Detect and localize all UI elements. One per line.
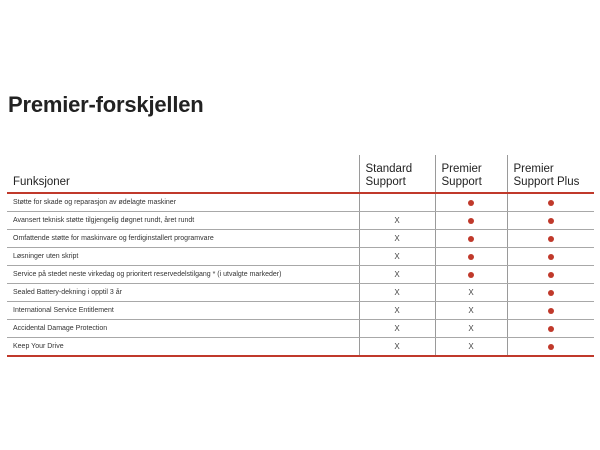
- x-mark: X: [394, 234, 400, 243]
- premier-support-plus-cell: [507, 284, 594, 302]
- premier-support-plus-cell: [507, 212, 594, 230]
- premier-support-plus-cell: [507, 320, 594, 338]
- premier-support-cell: [435, 248, 507, 266]
- included-dot-icon: [548, 308, 554, 314]
- comparison-table: [7, 155, 594, 357]
- table-row: [7, 320, 594, 338]
- feature-label: International Service Entitlement: [7, 302, 359, 320]
- table-row: [7, 338, 594, 357]
- table-row: [7, 302, 594, 320]
- included-dot-icon: [548, 218, 554, 224]
- included-dot-icon: [548, 272, 554, 278]
- table-row: [7, 248, 594, 266]
- x-mark: X: [394, 216, 400, 225]
- included-dot-icon: [548, 344, 554, 350]
- feature-label: Omfattende støtte for maskinvare og ferdiginstallert programvare: [7, 230, 359, 248]
- header-row: [7, 155, 594, 193]
- premier-support-cell: [435, 338, 507, 357]
- included-dot-icon: [468, 218, 474, 224]
- x-mark: X: [468, 306, 474, 315]
- table-row: [7, 284, 594, 302]
- table-row: [7, 230, 594, 248]
- included-dot-icon: [548, 200, 554, 206]
- feature-label: Løsninger uten skript: [7, 248, 359, 266]
- standard-support-cell: [359, 230, 435, 248]
- table-row: [7, 266, 594, 284]
- feature-label: Sealed Battery-dekning i opptil 3 år: [7, 284, 359, 302]
- premier-support-cell: [435, 212, 507, 230]
- premier-support-cell: [435, 230, 507, 248]
- feature-label: Service på stedet neste virkedag og prioritert reservedelstilgang * (i utvalgte markeder): [7, 266, 359, 284]
- standard-support-cell: [359, 284, 435, 302]
- x-mark: X: [394, 270, 400, 279]
- column-header-premier-support: Premier Support: [435, 155, 507, 193]
- premier-support-plus-cell: [507, 193, 594, 212]
- included-dot-icon: [548, 326, 554, 332]
- premier-support-cell: [435, 266, 507, 284]
- feature-label: Avansert teknisk støtte tilgjengelig døgnet rundt, året rundt: [7, 212, 359, 230]
- table-row: [7, 212, 594, 230]
- included-dot-icon: [468, 254, 474, 260]
- included-dot-icon: [468, 236, 474, 242]
- included-dot-icon: [548, 290, 554, 296]
- premier-support-plus-cell: [507, 248, 594, 266]
- feature-label: Accidental Damage Protection: [7, 320, 359, 338]
- x-mark: X: [468, 342, 474, 351]
- premier-support-plus-cell: [507, 338, 594, 357]
- premier-support-plus-cell: [507, 230, 594, 248]
- feature-label: Støtte for skade og reparasjon av ødelagte maskiner: [7, 193, 359, 212]
- standard-support-cell: [359, 266, 435, 284]
- standard-support-cell: [359, 193, 435, 212]
- premier-support-cell: [435, 320, 507, 338]
- x-mark: X: [394, 252, 400, 261]
- premier-support-plus-cell: [507, 266, 594, 284]
- included-dot-icon: [468, 200, 474, 206]
- x-mark: X: [468, 288, 474, 297]
- premier-support-plus-cell: [507, 302, 594, 320]
- included-dot-icon: [548, 254, 554, 260]
- included-dot-icon: [468, 272, 474, 278]
- premier-support-cell: [435, 284, 507, 302]
- standard-support-cell: [359, 338, 435, 357]
- x-mark: X: [394, 324, 400, 333]
- standard-support-cell: [359, 248, 435, 266]
- premier-support-cell: [435, 302, 507, 320]
- standard-support-cell: [359, 212, 435, 230]
- feature-label: Keep Your Drive: [7, 338, 359, 357]
- column-header-standard-support: Standard Support: [359, 155, 435, 193]
- x-mark: X: [394, 288, 400, 297]
- column-header-features: Funksjoner: [7, 155, 359, 193]
- x-mark: X: [394, 342, 400, 351]
- column-header-premier-support-plus: Premier Support Plus: [507, 155, 594, 193]
- x-mark: X: [468, 324, 474, 333]
- standard-support-cell: [359, 302, 435, 320]
- x-mark: X: [394, 306, 400, 315]
- included-dot-icon: [548, 236, 554, 242]
- page-title: Premier-forskjellen: [8, 92, 204, 117]
- premier-support-cell: [435, 193, 507, 212]
- standard-support-cell: [359, 320, 435, 338]
- table-row: [7, 193, 594, 212]
